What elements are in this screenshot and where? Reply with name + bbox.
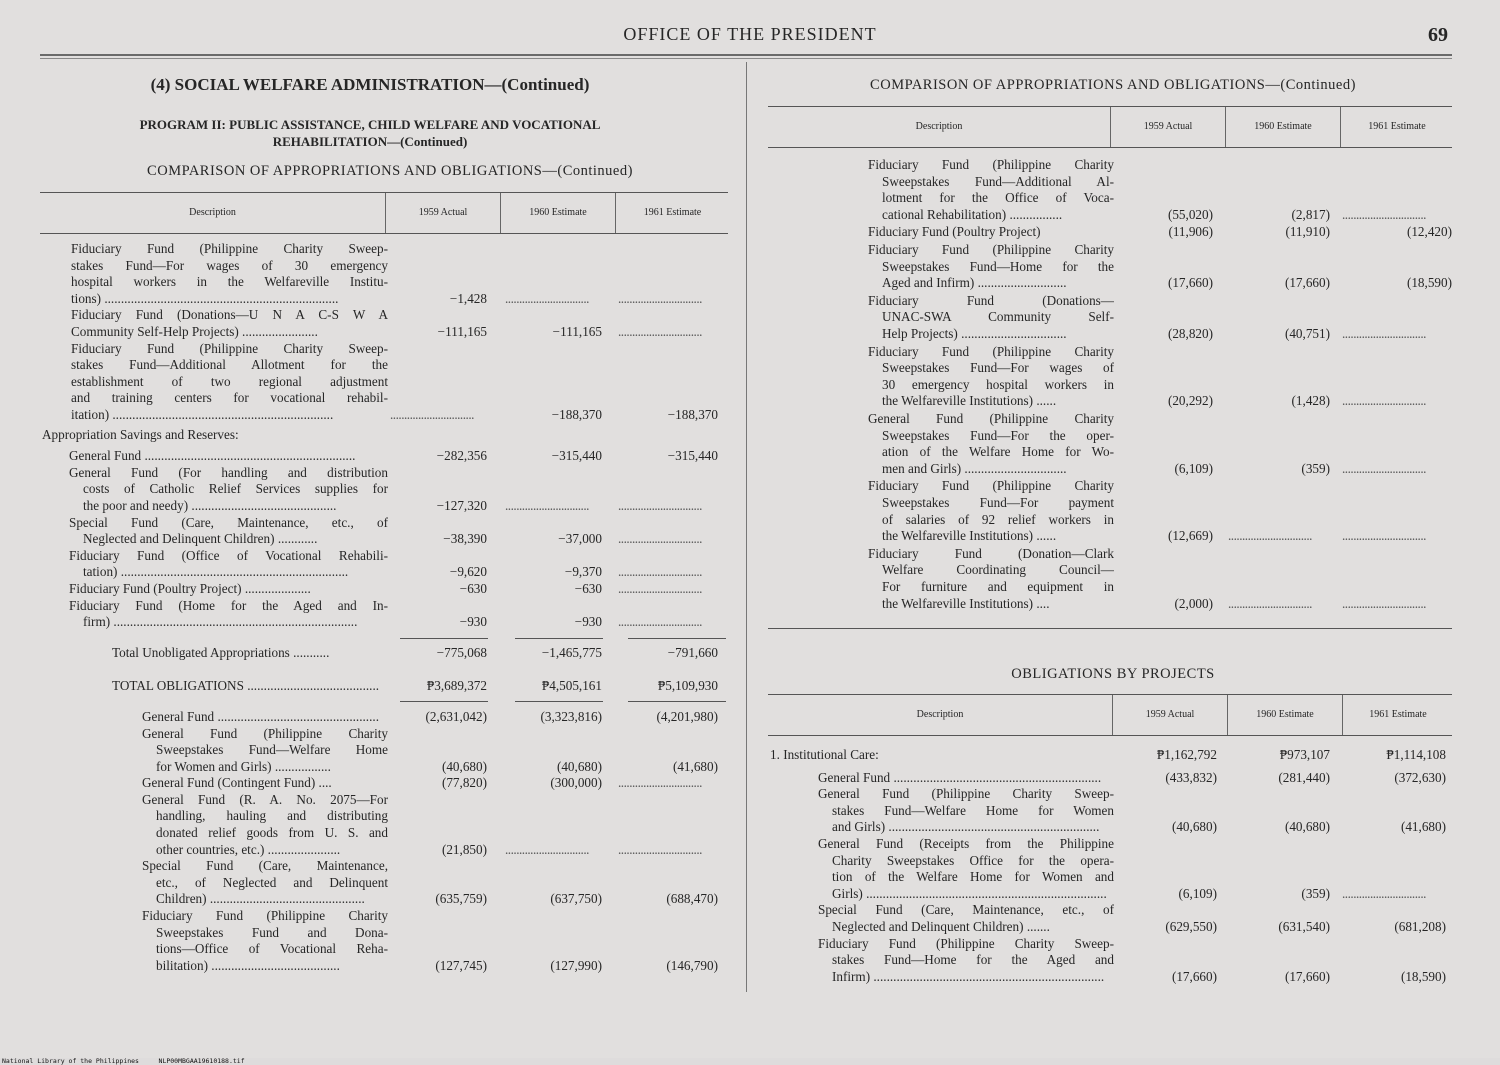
comparison-table-right: [768, 106, 1452, 612]
row-description: [40, 448, 388, 465]
description-line: Sweepstakes Fund—For the oper-: [882, 427, 1114, 443]
value-1961: ..............................: [618, 614, 702, 630]
project-row: [768, 747, 1452, 764]
row-description: [40, 307, 388, 340]
sum-rule-row: [40, 695, 728, 709]
table-header-left: [40, 192, 728, 234]
total-obligations-row: [40, 678, 728, 695]
value-1961: ..............................: [618, 841, 702, 857]
description-line: Appropriation Savings and Reserves:: [42, 426, 239, 442]
description-line: for Women and Girls) .................: [156, 758, 331, 774]
description-line: Neglected and Delinquent Children) .......: [832, 918, 1050, 934]
value-1960: ..............................: [1228, 595, 1312, 611]
value-1960: ₱4,505,161: [541, 678, 602, 694]
value-1959: (6,109): [1178, 885, 1217, 901]
value-1961: ..............................: [618, 580, 702, 596]
value-1961: ..............................: [1342, 595, 1426, 611]
value-1961: ..............................: [618, 290, 702, 306]
description-line: hospital workers in the Welfareville Institu-: [71, 274, 388, 290]
description-line: Special Fund (Care, Maintenance,: [142, 858, 388, 874]
description-line: Girls) .........................................................................: [832, 885, 1107, 901]
value-1960: ₱973,107: [1279, 747, 1330, 762]
table-row: [768, 546, 1452, 612]
row-description: [768, 224, 1114, 241]
header-1960: 1960 Estimate: [1225, 107, 1340, 147]
table-body-left: [40, 234, 728, 974]
page-header-title: OFFICE OF THE PRESIDENT: [623, 24, 877, 44]
value-1959: ..............................: [390, 406, 474, 422]
description-line: Fiduciary Fund (Philippine Charity: [868, 478, 1114, 494]
description-line: Help Projects) ................................: [882, 325, 1067, 341]
value-1961: ..............................: [1342, 325, 1426, 341]
header-1960: 1960 Estimate: [500, 193, 615, 233]
row-description: [40, 427, 388, 444]
description-line: of salaries of 92 relief workers in: [882, 511, 1114, 527]
value-1959: −127,320: [436, 497, 487, 513]
description-line: Fiduciary Fund (Philippine Charity Sweep-: [818, 935, 1114, 951]
header-description: Description: [916, 709, 964, 720]
total-unobligated-row: [40, 645, 728, 662]
section-heading-row: [40, 427, 728, 444]
sum-rule: [628, 638, 726, 639]
value-1960: ..............................: [505, 841, 589, 857]
row-description: [40, 726, 388, 776]
value-1959: −630: [459, 580, 487, 596]
description-line: the Welfareville Institutions) ....: [882, 595, 1050, 611]
header-1959: 1959 Actual: [385, 193, 500, 233]
value-1959: (40,680): [441, 758, 487, 774]
value-1961: (146,790): [666, 957, 718, 973]
value-1961: ₱1,114,108: [1386, 747, 1446, 762]
header-1961: 1961 Estimate: [615, 193, 729, 233]
description-line: Fiduciary Fund (Philippine Charity Sweep-: [71, 340, 388, 356]
description-line: tions—Office of Vocational Reha-: [156, 941, 388, 957]
header-1959: 1959 Actual: [1110, 107, 1225, 147]
table-row: [768, 224, 1452, 241]
description-line: Children) ...............................................: [156, 891, 365, 907]
description-line: 1. Institutional Care:: [770, 747, 879, 762]
description-line: ation of the Welfare Home for Wo-: [882, 444, 1114, 460]
row-description: [40, 341, 388, 424]
description-line: General Fund ...............................................................: [818, 769, 1102, 785]
description-line: General Fund (Receipts from the Philippine: [818, 835, 1114, 851]
description-line: Neglected and Delinquent Children) ............: [83, 531, 318, 547]
description-line: General Fund (For handling and distribution: [69, 464, 388, 480]
header-1959: 1959 Actual: [1112, 695, 1227, 735]
value-1959: (629,550): [1165, 918, 1217, 934]
description-line: tion of the Welfare Home for Women and: [832, 869, 1114, 885]
description-line: UNAC-SWA Community Self-: [882, 309, 1114, 325]
project-row: [768, 902, 1452, 935]
description-line: Fiduciary Fund (Donation—Clark: [868, 545, 1114, 561]
value-1959: (2,631,042): [425, 708, 487, 724]
table-row: [768, 344, 1452, 410]
value-1959: (12,669): [1167, 528, 1213, 544]
description-line: firm) ..........................................................................: [83, 614, 358, 630]
description-line: etc., of Neglected and Delinquent: [156, 874, 388, 890]
description-line: Sweepstakes Fund—Welfare Home: [156, 742, 388, 758]
value-1959: (127,745): [435, 957, 487, 973]
row-description: [40, 645, 388, 662]
sum-rule: [515, 701, 603, 702]
header-rule: [40, 54, 1452, 56]
value-1961: ..............................: [1342, 885, 1426, 901]
value-1960: (359): [1301, 885, 1330, 901]
description-line: and Girls) ................................................................: [832, 819, 1100, 835]
row-description: [768, 836, 1114, 902]
value-1961: −315,440: [667, 448, 718, 464]
table-row: [40, 515, 728, 548]
value-1960: ..............................: [505, 290, 589, 306]
value-1959: (21,850): [441, 841, 487, 857]
value-1960: −315,440: [551, 448, 602, 464]
projects-table-body: [768, 736, 1452, 985]
value-1959: −9,620: [449, 564, 487, 580]
value-1960: (127,990): [550, 957, 602, 973]
description-line: Fiduciary Fund (Philippine Charity: [868, 157, 1114, 172]
description-line: men and Girls) ...............................: [882, 460, 1067, 476]
description-line: tation) .....................................................................: [83, 564, 349, 580]
value-1960: (17,660): [1284, 968, 1330, 984]
description-line: General Fund (Philippine Charity: [868, 410, 1114, 426]
description-line: Infirm) ......................................................................: [832, 968, 1105, 984]
table-row: [40, 241, 728, 307]
row-description: [768, 293, 1114, 343]
description-line: Sweepstakes Fund—For payment: [882, 494, 1114, 510]
description-line: Fiduciary Fund (Home for the Aged and In-: [69, 597, 388, 613]
value-1960: −930: [574, 614, 602, 630]
obligation-row: [40, 858, 728, 908]
description-line: other countries, etc.) ......................: [156, 841, 341, 857]
description-line: stakes Fund—For wages of 30 emergency: [71, 257, 388, 273]
header-rule-thin: [40, 58, 1452, 59]
description-line: Special Fund (Care, Maintenance, etc., of: [69, 514, 388, 530]
sum-rule: [400, 638, 488, 639]
row-description: [768, 242, 1114, 292]
description-line: Total Unobligated Appropriations ...........: [112, 644, 330, 660]
row-description: [40, 858, 388, 908]
row-description: [768, 411, 1114, 477]
value-1960: (40,751): [1284, 325, 1330, 341]
description-line: Fiduciary Fund (Philippine Charity: [868, 343, 1114, 359]
row-description: [768, 344, 1114, 410]
description-line: Aged and Infirm) ...........................: [882, 275, 1067, 291]
description-line: Fiduciary Fund (Philippine Charity Sweep-: [71, 241, 388, 256]
value-1961: (41,680): [1400, 819, 1446, 835]
value-1960: ..............................: [505, 497, 589, 513]
description-line: For furniture and equipment in: [882, 578, 1114, 594]
description-line: bilitation) .......................................: [156, 957, 340, 973]
obligation-row: [40, 792, 728, 858]
description-line: Fiduciary Fund (Donations—: [868, 292, 1114, 308]
value-1960: (2,817): [1291, 206, 1330, 222]
value-1960: (11,910): [1285, 224, 1330, 240]
table-row: [768, 157, 1452, 223]
description-line: cational Rehabilitation) ................: [882, 206, 1063, 222]
value-1960: (359): [1301, 460, 1330, 476]
projects-table-header: [768, 694, 1452, 736]
table-row: [40, 598, 728, 631]
value-1960: −1,465,775: [541, 644, 602, 660]
section-title: (4) SOCIAL WELFARE ADMINISTRATION—(Continued): [150, 75, 590, 94]
value-1960: (300,000): [550, 775, 602, 791]
value-1961: ₱5,109,930: [657, 678, 718, 694]
table-row: [40, 341, 728, 424]
table-row: [40, 448, 728, 465]
value-1960: −37,000: [558, 531, 602, 547]
value-1959: (17,660): [1167, 275, 1213, 291]
description-line: donated relief goods from U. S. and: [156, 825, 388, 841]
value-1959: −38,390: [443, 531, 487, 547]
table-row: [40, 307, 728, 340]
obligation-row: [40, 775, 728, 792]
description-line: Fiduciary Fund (Poultry Project) ....................: [69, 580, 311, 596]
sum-rule: [515, 638, 603, 639]
row-description: [40, 548, 388, 581]
value-1961: (18,590): [1400, 968, 1446, 984]
value-1961: ..............................: [1342, 393, 1426, 409]
description-line: and training centers for vocational rehabil-: [71, 390, 388, 406]
value-1960: (40,680): [556, 758, 602, 774]
value-1960: (17,660): [1284, 275, 1330, 291]
comparison-title-right: COMPARISON OF APPROPRIATIONS AND OBLIGATIONS—(Continued): [870, 77, 1356, 93]
value-1961: ..............................: [1342, 460, 1426, 476]
row-description: [768, 478, 1114, 544]
projects-title: OBLIGATIONS BY PROJECTS: [1011, 666, 1215, 682]
value-1960: (281,440): [1278, 769, 1330, 785]
description-line: General Fund (Contingent Fund) ....: [142, 775, 332, 791]
row-description: [40, 598, 388, 631]
sum-rule: [628, 701, 726, 702]
value-1960: ..............................: [1228, 528, 1312, 544]
value-1959: (11,906): [1168, 224, 1213, 240]
row-description: [768, 546, 1114, 612]
value-1961: ..............................: [1342, 528, 1426, 544]
description-line: Fiduciary Fund (Philippine Charity: [142, 908, 388, 924]
table-end-rule: [768, 628, 1452, 629]
description-line: Fiduciary Fund (Poultry Project): [868, 224, 1041, 240]
header-description: Description: [189, 207, 236, 218]
table-row: [768, 242, 1452, 292]
row-description: [40, 908, 388, 974]
row-description: [40, 515, 388, 548]
description-line: Sweepstakes Fund and Dona-: [156, 924, 388, 940]
comparison-table-left: [40, 192, 728, 974]
sum-rule: [400, 701, 488, 702]
row-description: [768, 936, 1114, 986]
table-row: [768, 411, 1452, 477]
value-1959: (28,820): [1167, 325, 1213, 341]
row-description: [768, 902, 1114, 935]
value-1960: (3,323,816): [540, 708, 602, 724]
value-1961: (372,630): [1394, 769, 1446, 785]
description-line: Welfare Coordinating Council—: [882, 562, 1114, 578]
value-1959: −775,068: [436, 644, 487, 660]
description-line: stakes Fund—Home for the Aged and: [832, 952, 1114, 968]
program-title-line-2: REHABILITATION—(Continued): [272, 134, 468, 149]
value-1959: −930: [459, 614, 487, 630]
description-line: Sweepstakes Fund—Home for the: [882, 258, 1114, 274]
project-row: [768, 936, 1452, 986]
row-description: [40, 241, 388, 307]
value-1959: (433,832): [1165, 769, 1217, 785]
table-header-right: [768, 106, 1452, 148]
value-1960: −188,370: [551, 406, 602, 422]
projects-table: [768, 694, 1452, 985]
description-line: 30 emergency hospital workers in: [882, 376, 1114, 392]
header-1961: 1961 Estimate: [1342, 695, 1453, 735]
description-line: General Fund (R. A. No. 2075—For: [142, 791, 388, 807]
header-description: Description: [915, 121, 963, 132]
description-line: Fiduciary Fund (Donations—U N A C-S W A: [71, 307, 388, 323]
row-description: [40, 775, 388, 792]
value-1960: (1,428): [1291, 393, 1330, 409]
value-1961: (4,201,980): [656, 708, 718, 724]
value-1961: (688,470): [666, 891, 718, 907]
value-1961: −188,370: [667, 406, 718, 422]
value-1959: (55,020): [1167, 206, 1213, 222]
description-line: stakes Fund—Welfare Home for Women: [832, 802, 1114, 818]
description-line: General Fund ................................................................: [69, 448, 356, 464]
value-1961: ..............................: [618, 775, 702, 791]
description-line: tions) .......................................................................: [71, 290, 339, 306]
value-1959: (6,109): [1174, 460, 1213, 476]
value-1959: (40,680): [1171, 819, 1217, 835]
row-description: [40, 465, 388, 515]
value-1959: −282,356: [436, 448, 487, 464]
value-1961: (681,208): [1394, 918, 1446, 934]
page-number: 69: [1428, 24, 1448, 46]
table-row: [40, 581, 728, 598]
value-1960: −630: [574, 580, 602, 596]
row-description: [40, 678, 388, 695]
table-row: [40, 465, 728, 515]
obligation-row: [40, 709, 728, 726]
header-1961: 1961 Estimate: [1340, 107, 1453, 147]
row-description: [40, 792, 388, 858]
row-description: [40, 581, 388, 598]
description-line: General Fund (Philippine Charity Sweep-: [818, 786, 1114, 802]
row-description: [40, 709, 388, 726]
obligation-row: [40, 908, 728, 974]
header-1960: 1960 Estimate: [1227, 695, 1342, 735]
value-1959: (77,820): [441, 775, 487, 791]
program-title: [40, 116, 700, 150]
value-1959: (2,000): [1174, 595, 1213, 611]
value-1959: −1,428: [449, 290, 487, 306]
value-1959: −111,165: [437, 323, 487, 339]
description-line: costs of Catholic Relief Services supplies for: [83, 481, 388, 497]
value-1959: ₱3,689,372: [426, 678, 487, 694]
value-1960: −9,370: [564, 564, 602, 580]
table-body-right: [768, 148, 1452, 612]
row-description: [768, 747, 1114, 764]
description-line: the Welfareville Institutions) ......: [882, 528, 1057, 544]
value-1959: (635,759): [435, 891, 487, 907]
value-1961: (12,420): [1406, 224, 1452, 240]
description-line: stakes Fund—Additional Allotment for the: [71, 357, 388, 373]
description-line: Fiduciary Fund (Philippine Charity: [868, 241, 1114, 257]
project-row: [768, 770, 1452, 787]
value-1960: (637,750): [550, 891, 602, 907]
value-1961: ..............................: [1342, 206, 1426, 222]
sum-rule-row: [40, 631, 728, 645]
project-row: [768, 836, 1452, 902]
description-line: the poor and needy) ............................................: [83, 497, 337, 513]
value-1961: ..............................: [618, 531, 702, 547]
value-1960: −111,165: [552, 323, 602, 339]
description-line: handling, hauling and distributing: [156, 808, 388, 824]
value-1960: (40,680): [1284, 819, 1330, 835]
comparison-title-left: COMPARISON OF APPROPRIATIONS AND OBLIGATIONS—(Continued): [147, 163, 633, 179]
value-1961: ..............................: [618, 497, 702, 513]
value-1959: (20,292): [1167, 393, 1213, 409]
value-1960: (631,540): [1278, 918, 1330, 934]
description-line: General Fund (Philippine Charity: [142, 725, 388, 741]
description-line: Sweepstakes Fund—For wages of: [882, 360, 1114, 376]
value-1961: ..............................: [618, 564, 702, 580]
description-line: Special Fund (Care, Maintenance, etc., of: [818, 902, 1114, 918]
description-line: Sweepstakes Fund—Additional Al-: [882, 173, 1114, 189]
scan-footer: National Library of the Philippines NLP00MBGAA19610188.tif: [2, 1057, 245, 1065]
value-1959: ₱1,162,792: [1156, 747, 1217, 762]
row-description: [768, 770, 1114, 787]
description-line: Community Self-Help Projects) .......................: [71, 323, 318, 339]
value-1961: −791,660: [667, 644, 718, 660]
program-title-line-1: PROGRAM II: PUBLIC ASSISTANCE, CHILD WELFARE AND VOCATIONAL: [139, 117, 601, 132]
description-line: Fiduciary Fund (Office of Vocational Rehabili-: [69, 547, 388, 563]
table-row: [768, 293, 1452, 343]
description-line: the Welfareville Institutions) ......: [882, 393, 1057, 409]
project-row: [768, 786, 1452, 836]
value-1961: (41,680): [672, 758, 718, 774]
row-description: [768, 157, 1114, 223]
description-line: establishment of two regional adjustment: [71, 373, 388, 389]
description-line: General Fund .................................................: [142, 708, 379, 724]
value-1959: (17,660): [1171, 968, 1217, 984]
column-divider: [746, 62, 747, 992]
row-description: [768, 786, 1114, 836]
table-row: [40, 548, 728, 581]
obligation-row: [40, 726, 728, 776]
description-line: itation) ...................................................................: [71, 406, 334, 422]
value-1961: ..............................: [618, 323, 702, 339]
description-line: lotment for the Office of Voca-: [882, 190, 1114, 206]
description-line: Charity Sweepstakes Office for the opera-: [832, 852, 1114, 868]
table-row: [768, 478, 1452, 544]
description-line: TOTAL OBLIGATIONS ........................................: [112, 678, 380, 694]
value-1961: (18,590): [1406, 275, 1452, 291]
